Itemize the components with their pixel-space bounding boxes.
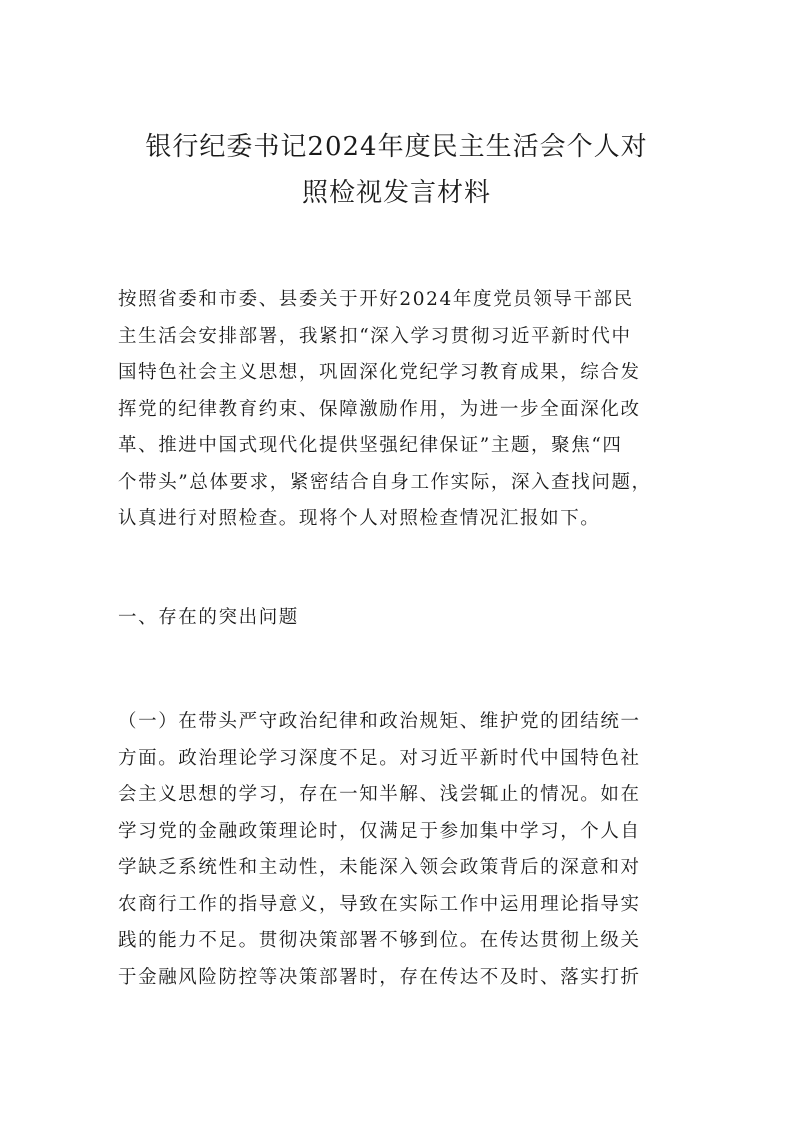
item-line: 于金融风险防控等决策部署时，存在传达不及时、落实打折 (118, 966, 641, 988)
item-line: 会主义思想的学习，存在一知半解、浅尝辄止的情况。如在 (118, 784, 641, 805)
intro-line: 认真进行对照检查。现将个人对照检查情况汇报如下。 (118, 508, 601, 529)
intro-paragraph (118, 282, 675, 538)
item-line: （一）在带头严守政治纪律和政治规矩、维护党的团结统一 (118, 711, 641, 732)
item-line: 方面。政治理论学习深度不足。对习近平新时代中国特色社 (118, 747, 641, 769)
intro-line: 挥党的纪律教育约束、保障激励作用，为进一步全面深化改 (118, 398, 641, 420)
section-heading-text: 一、存在的突出问题 (118, 607, 299, 628)
intro-line: 按照省委和市委、县委关于开好2024年度党员领导干部民 (118, 289, 634, 310)
section-heading (118, 600, 675, 637)
intro-line: 国特色社会主义思想，巩固深化党纪学习教育成果，综合发 (118, 362, 641, 383)
title-line: 银行纪委书记2024年度民主生活会个人对 (145, 132, 648, 162)
item-line: 学习党的金融政策理论时，仅满足于参加集中学习，个人自 (118, 820, 641, 842)
document-title (118, 124, 675, 216)
intro-line: 革、推进中国式现代化提供坚强纪律保证”主题，聚焦“四 (118, 435, 623, 456)
item-line: 农商行工作的指导意义，导致在实际工作中运用理论指导实 (118, 893, 641, 915)
intro-line: 个带头”总体要求，紧密结合自身工作实际，深入查找问题， (118, 471, 652, 493)
intro-line: 主生活会安排部署，我紧扣“深入学习贯彻习近平新时代中 (118, 325, 632, 347)
item-line: 践的能力不足。贯彻决策部署不够到位。在传达贯彻上级关 (118, 930, 641, 951)
item-line: 学缺乏系统性和主动性，未能深入领会政策背后的深意和对 (118, 857, 641, 878)
title-line: 照检视发言材料 (301, 178, 491, 208)
item-paragraph (118, 704, 675, 996)
